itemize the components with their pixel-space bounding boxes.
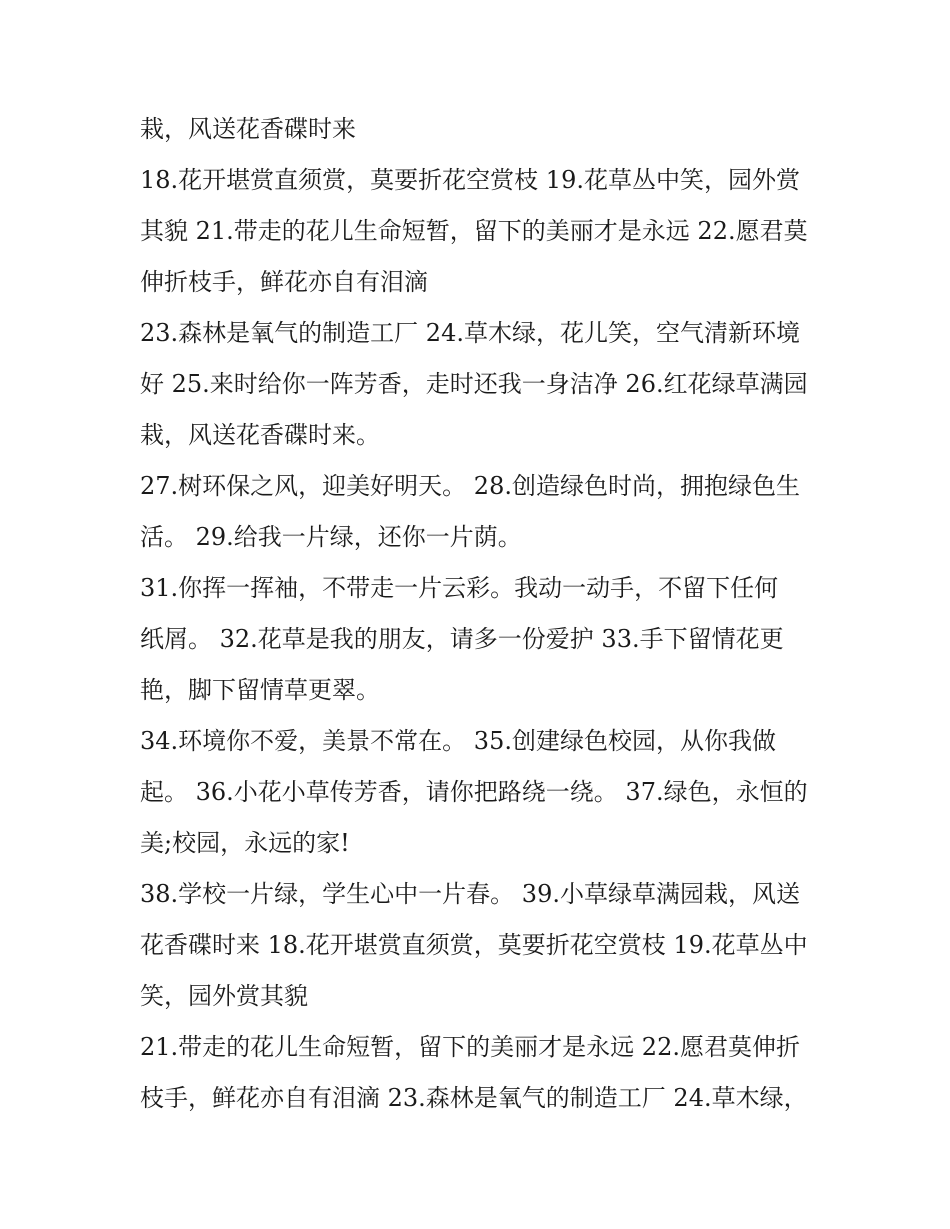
- text-line: 23.森林是氧气的制造工厂 24.草木绿，花儿笑，空气清新环境: [140, 319, 800, 347]
- text-line: 艳，脚下留情草更翠。: [140, 676, 380, 704]
- text-line: 21.带走的花儿生命短暂，留下的美丽才是永远 22.愿君莫伸折: [140, 1033, 800, 1061]
- text-line: 栽，风送花香碟时来: [140, 115, 356, 143]
- text-line: 18.花开堪赏直须赏，莫要折花空赏枝 19.花草丛中笑，园外赏: [140, 166, 800, 194]
- text-line: 活。 29.给我一片绿，还你一片荫。: [140, 523, 522, 551]
- text-line: 伸折枝手，鲜花亦自有泪滴: [140, 268, 428, 296]
- text-line: 枝手，鲜花亦自有泪滴 23.森林是氧气的制造工厂 24.草木绿，: [140, 1084, 808, 1112]
- text-line: 花香碟时来 18.花开堪赏直须赏，莫要折花空赏枝 19.花草丛中: [140, 931, 808, 959]
- text-line: 美;校园，永远的家!: [140, 829, 350, 857]
- text-line: 栽，风送花香碟时来。: [140, 421, 380, 449]
- text-line: 27.树环保之风，迎美好明天。 28.创造绿色时尚，拥抱绿色生: [140, 472, 800, 500]
- text-line: 其貌 21.带走的花儿生命短暂，留下的美丽才是永远 22.愿君莫: [140, 217, 808, 245]
- text-line: 纸屑。 32.花草是我的朋友，请多一份爱护 33.手下留情花更: [140, 625, 784, 653]
- text-line: 31.你挥一挥袖，不带走一片云彩。我动一动手，不留下任何: [140, 574, 779, 602]
- text-line: 好 25.来时给你一阵芳香，走时还我一身洁净 26.红花绿草满园: [140, 370, 808, 398]
- text-line: 38.学校一片绿，学生心中一片春。 39.小草绿草满园栽，风送: [140, 880, 800, 908]
- text-line: 笑，园外赏其貌: [140, 982, 308, 1010]
- document-body: [140, 104, 820, 1124]
- text-line: 34.环境你不爱，美景不常在。 35.创建绿色校园，从你我做: [140, 727, 776, 755]
- text-line: 起。 36.小花小草传芳香，请你把路绕一绕。 37.绿色，永恒的: [140, 778, 808, 806]
